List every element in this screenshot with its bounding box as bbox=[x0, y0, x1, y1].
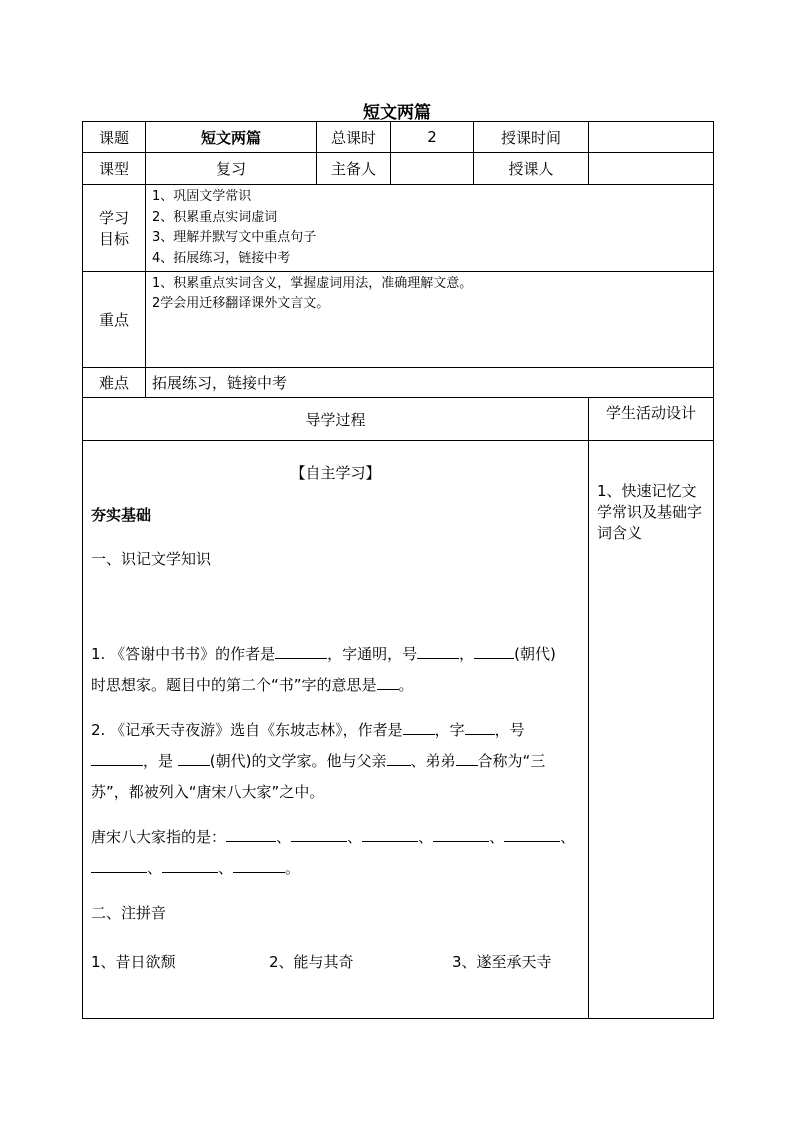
type-value: 复习 bbox=[146, 153, 317, 185]
process-header: 导学过程 bbox=[83, 398, 589, 441]
time-value bbox=[589, 122, 714, 153]
answer-blank[interactable] bbox=[91, 751, 143, 766]
answer-blank[interactable] bbox=[387, 751, 411, 766]
objective-item: 1、巩固文学常识 bbox=[152, 189, 252, 204]
key-points-row bbox=[83, 272, 714, 368]
teacher-value bbox=[589, 153, 714, 185]
subsection-title: 夯实基础 bbox=[91, 506, 152, 524]
topic-label: 课题 bbox=[83, 122, 146, 153]
pinyin-item: 3、遂至承天寺 bbox=[452, 953, 552, 971]
pinyin-list bbox=[91, 947, 580, 978]
content-row bbox=[83, 441, 714, 1019]
hours-label: 总课时 bbox=[317, 122, 391, 153]
section-title: 【自主学习】 bbox=[290, 464, 381, 482]
answer-blank[interactable] bbox=[504, 827, 560, 842]
key-point-item: 2学会用迁移翻译课外文言文。 bbox=[152, 296, 330, 311]
key-points-list bbox=[146, 272, 714, 368]
preparer-value bbox=[391, 153, 474, 185]
objectives-row bbox=[83, 185, 714, 272]
question-1: 1. 《答谢中书书》的作者是 ，字通明，号 ， (朝代) 时思想家。题目中的第二个“书”字的意思是 。 bbox=[91, 645, 556, 694]
answer-blank[interactable] bbox=[377, 675, 399, 690]
section-header-row bbox=[83, 398, 714, 441]
header-row-2 bbox=[83, 153, 714, 185]
objective-item: 4、拓展练习，链接中考 bbox=[152, 250, 291, 266]
activity-header: 学生活动设计 bbox=[589, 398, 714, 441]
hours-value: 2 bbox=[391, 122, 474, 153]
answer-blank[interactable] bbox=[362, 827, 418, 842]
pinyin-item: 1、昔日欲颓 bbox=[91, 953, 176, 971]
teacher-label: 授课人 bbox=[474, 153, 589, 185]
header-row-1 bbox=[83, 122, 714, 153]
answer-blank[interactable] bbox=[178, 751, 210, 766]
answer-blank[interactable] bbox=[226, 827, 276, 842]
question-2: 2. 《记承天寺夜游》选自《东坡志林》，作者是 ，字 ，号 ，是 (朝代)的文学家。他与父亲 、弟弟 合称为“三 苏”，都被列入“唐宋八大家”之中。 bbox=[91, 721, 546, 801]
objectives-label-line2: 目标 bbox=[98, 230, 129, 248]
time-label: 授课时间 bbox=[474, 122, 589, 153]
answer-blank[interactable] bbox=[417, 644, 459, 659]
process-content bbox=[83, 441, 589, 1019]
topic-value: 短文两篇 bbox=[146, 122, 317, 153]
difficulty-value: 拓展练习，链接中考 bbox=[146, 368, 714, 398]
objective-item: 3、理解并默写文中重点句子 bbox=[152, 230, 317, 245]
preparer-label: 主备人 bbox=[317, 153, 391, 185]
answer-blank[interactable] bbox=[465, 720, 495, 735]
type-label: 课型 bbox=[83, 153, 146, 185]
answer-blank[interactable] bbox=[162, 858, 218, 873]
answer-blank[interactable] bbox=[433, 827, 489, 842]
key-point-item: 1、积累重点实词含义，掌握虚词用法，准确理解文意。 bbox=[152, 276, 473, 291]
activity-note: 1、快速记忆文学常识及基础字词含义 bbox=[589, 441, 714, 1019]
answer-blank[interactable] bbox=[403, 720, 435, 735]
difficulty-row bbox=[83, 368, 714, 398]
objectives-list bbox=[146, 185, 714, 272]
answer-blank[interactable] bbox=[275, 644, 327, 659]
question-3: 唐宋八大家指的是： 、 、 、 、 、 、 、 。 bbox=[91, 828, 576, 877]
difficulty-label: 难点 bbox=[83, 368, 146, 398]
objectives-label bbox=[83, 185, 146, 272]
answer-blank[interactable] bbox=[474, 644, 514, 659]
pinyin-item: 2、能与其奇 bbox=[269, 953, 354, 971]
answer-blank[interactable] bbox=[456, 751, 478, 766]
key-points-label: 重点 bbox=[83, 272, 146, 368]
lesson-plan-table bbox=[82, 121, 714, 1019]
answer-blank[interactable] bbox=[291, 827, 347, 842]
answer-blank[interactable] bbox=[233, 858, 285, 873]
objective-item: 2、积累重点实词虚词 bbox=[152, 209, 278, 225]
objectives-label-line1: 学习 bbox=[98, 209, 129, 227]
part1-heading: 一、识记文学知识 bbox=[91, 550, 212, 568]
answer-blank[interactable] bbox=[91, 858, 147, 873]
part2-heading: 二、注拼音 bbox=[91, 904, 167, 922]
page-title: 短文两篇 bbox=[363, 103, 431, 123]
